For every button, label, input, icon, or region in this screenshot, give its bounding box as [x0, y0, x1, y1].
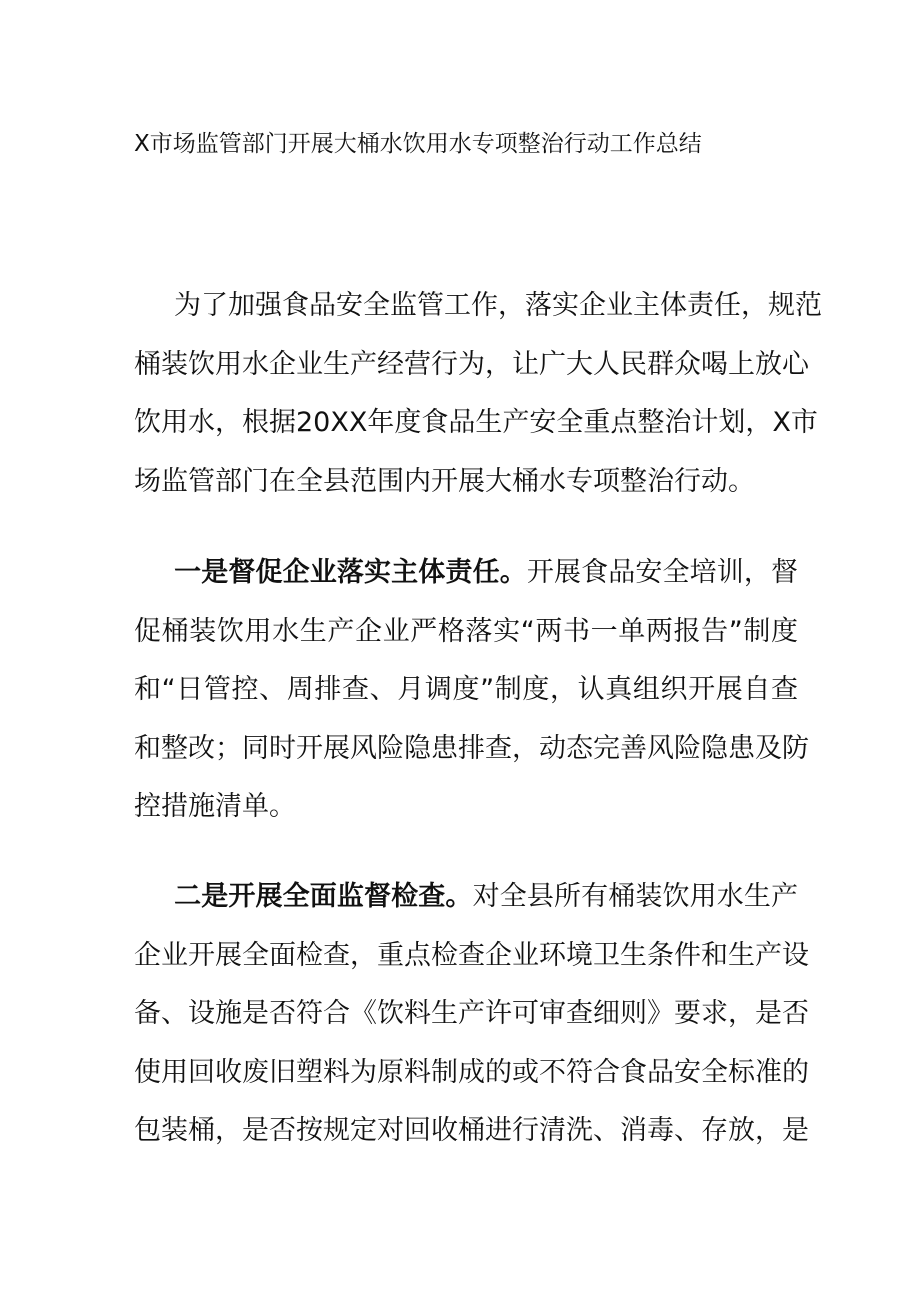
paragraph-line: 饮用水，根据20XX年度食品生产安全重点整治计划，X市: [134, 407, 818, 438]
paragraph-line: 和“日管控、周排查、月调度”制度，认真组织开展自查: [134, 674, 798, 705]
paragraph-line: 企业开展全面检查，重点检查企业环境卫生条件和生产设: [134, 939, 809, 971]
line-text: 开展食品安全培训，督: [526, 557, 799, 588]
document-title: X市场监管部门开展大桶水饮用水专项整治行动工作总结: [134, 131, 702, 157]
paragraph-line: 场监管部门在全县范围内开展大桶水专项整治行动。: [134, 465, 755, 497]
paragraph-point-two: [134, 868, 809, 1161]
paragraph-line: 使用回收废旧塑料为原料制成的或不符合食品安全标准的: [134, 1056, 809, 1088]
paragraph-line: [134, 868, 798, 927]
paragraph-line: 包装桶，是否按规定对回收桶进行清洗、消毒、存放，是: [134, 1115, 809, 1146]
paragraph-line: 备、设施是否符合《饮料生产许可审查细则》要求，是否: [134, 998, 809, 1029]
paragraph-line: [134, 544, 798, 603]
line-text: 对全县所有桶装饮用水生产: [472, 881, 799, 912]
line-text: 为了加强食品安全监管工作，落实企业主体责任，规范: [174, 290, 822, 321]
paragraph-lead: 一是督促企业落实主体责任。: [174, 557, 527, 588]
paragraph-line: 促桶装饮用水生产企业严格落实“两书一单两报告”制度: [134, 615, 798, 647]
paragraph-intro: [134, 277, 822, 511]
paragraph-lead: 二是开展全面监督检查。: [174, 881, 473, 912]
paragraph-line: 控措施清单。: [134, 791, 296, 822]
paragraph-line: 桶装饮用水企业生产经营行为，让广大人民群众喝上放心: [134, 348, 809, 380]
paragraph-point-one: [134, 544, 809, 837]
paragraph-line: [134, 277, 822, 336]
paragraph-line: 和整改；同时开展风险隐患排查，动态完善风险隐患及防: [134, 732, 809, 764]
